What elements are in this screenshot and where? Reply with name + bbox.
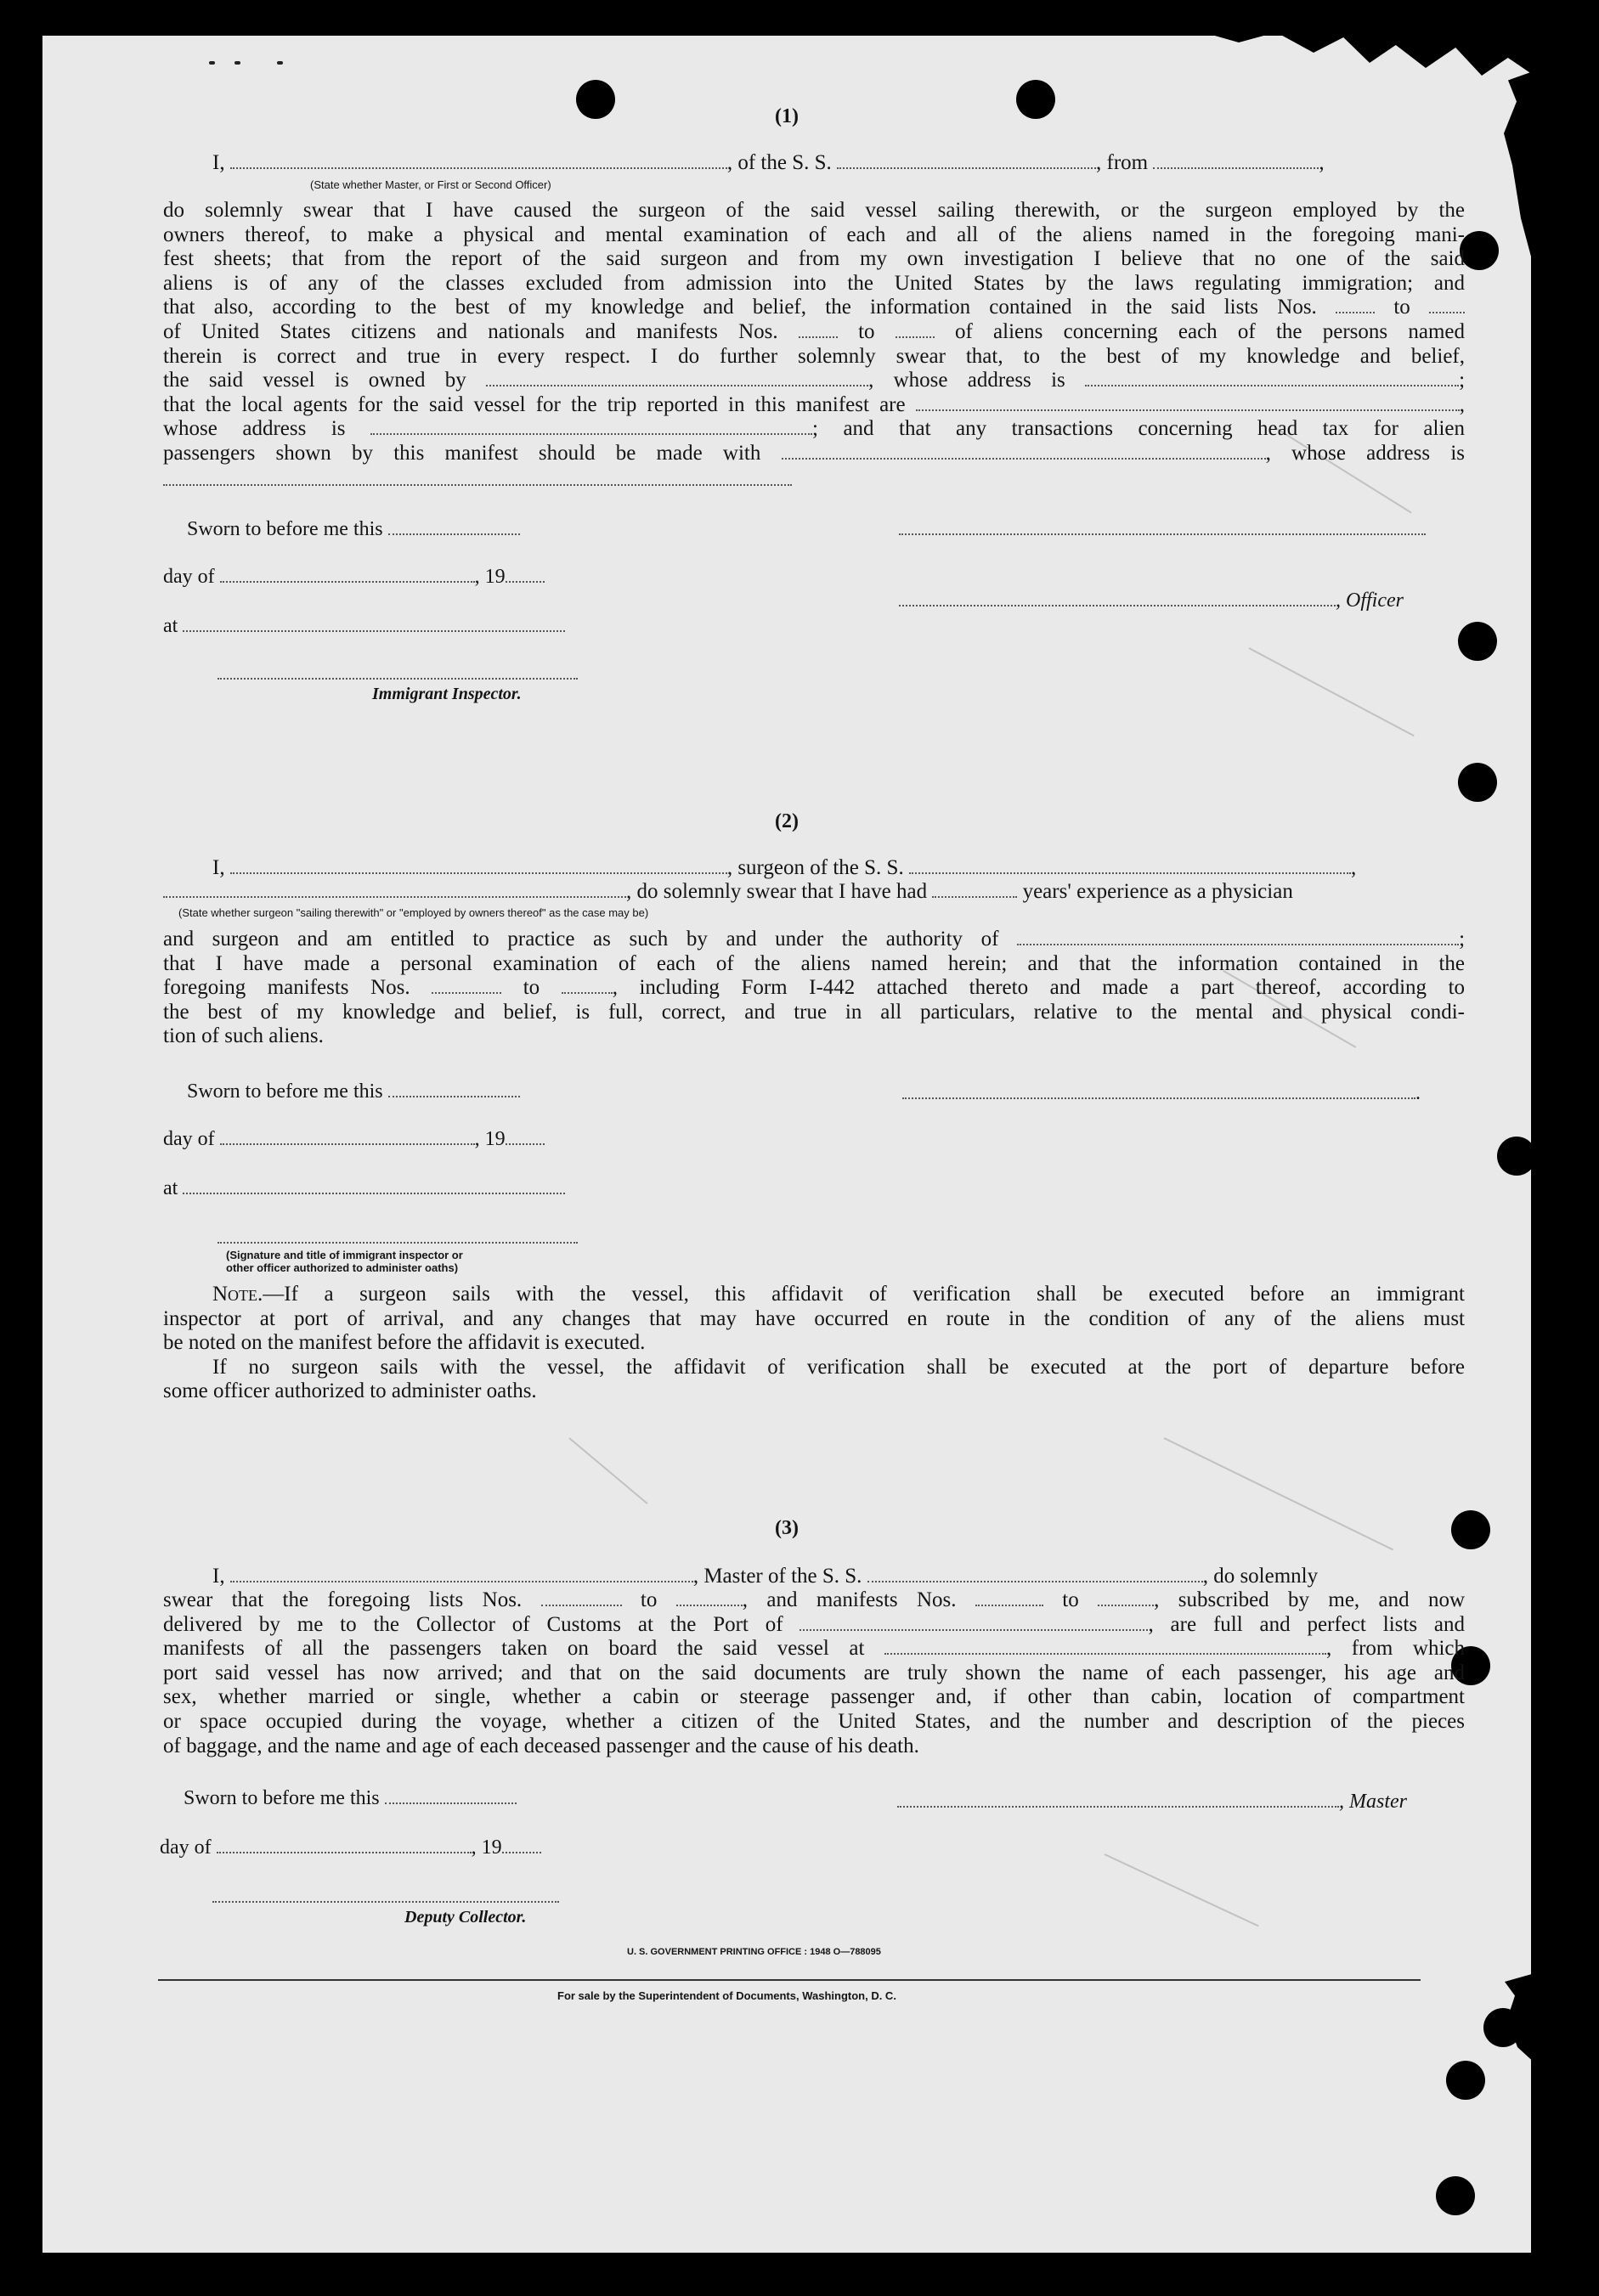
master-manifests-from-field[interactable] (975, 1593, 1043, 1606)
punch-hole-4 (1458, 622, 1497, 661)
officer-name-field[interactable] (230, 155, 727, 169)
section-3-number: (3) (775, 1517, 799, 1539)
lists-to-field[interactable] (1429, 300, 1465, 313)
owner-field[interactable] (486, 373, 868, 386)
owner-address-field[interactable] (1085, 373, 1459, 386)
master-ship-field[interactable] (867, 1569, 1203, 1582)
section-2-at: at (163, 1177, 565, 1200)
section-2-note: Note.—If a surgeon sails with the vessel, this affidavit of verification shall be executed before an immigrant inspector at port of arrival, and any changes that may have occurred en route in the condition of any of the aliens must be noted on the manifest before the affidavit is executed. If no surgeon sails with the vessel, the affidavit of verification shall be executed at the port of departure before some officer authorized to administer oaths. (163, 1283, 1465, 1403)
officer-signature-field[interactable] (899, 593, 1336, 606)
speck (277, 61, 283, 65)
punch-hole-7 (1451, 1510, 1490, 1549)
footer-rule (158, 1979, 1421, 1981)
punch-hole-2 (1016, 80, 1055, 119)
punch-hole-11 (1436, 2176, 1475, 2215)
signature-caption-2: other officer authorized to administer oaths) (226, 1261, 459, 1274)
section-3-sworn: Sworn to before me this (184, 1787, 517, 1810)
punch-hole-9 (1483, 2008, 1523, 2047)
master-signature-field[interactable] (897, 1794, 1339, 1808)
master-sworn-date-field[interactable] (385, 1791, 517, 1804)
surgeon-ship-field[interactable] (909, 860, 1351, 874)
punch-hole-6 (1497, 1137, 1531, 1176)
section-3-body: swear that the foregoing lists Nos. to , and manifests Nos. to , subscribed by me, and now delivered by me to the Collector of Customs at the Port of , are full and perfect lists and manifests of all the passengers taken on board the said vessel at , from which port said vessel has now arrived; and that on the said documents are truly shown the name of each passenger, his age and sex, whether married or single, whether a cabin or steerage passenger and, if other than cabin, location of compartment or space occupied during the voyage, whether a citizen of the United States, and the number and description of the pieces of baggage, and the name and age of each deceased passenger and the cause of his death. (163, 1588, 1466, 1757)
manifests-to-field[interactable] (896, 324, 935, 338)
officer-signature-line-1[interactable] (899, 533, 1426, 535)
manifest-verification-form (42, 36, 1531, 2253)
speck (234, 61, 240, 65)
surgeon-at-place-field[interactable] (183, 1181, 565, 1194)
surgeon-year-field[interactable] (506, 1131, 545, 1145)
inspector-oath-signature-line[interactable] (218, 1242, 578, 1244)
master-year-field[interactable] (502, 1840, 541, 1853)
surgeon-type-note: (State whether surgeon "sailing therewith" or "employed by owners thereof" as the case may be) (178, 906, 649, 919)
head-tax-address-line[interactable] (163, 484, 792, 486)
bleed-streak (1164, 1437, 1394, 1550)
printing-office-imprint: U. S. GOVERNMENT PRINTING OFFICE : 1948 O—788095 (627, 1947, 881, 1957)
punch-hole-3 (1460, 231, 1499, 270)
deputy-collector-signature-line[interactable] (212, 1901, 559, 1903)
section-2-sworn: Sworn to before me this (187, 1080, 520, 1103)
year-field[interactable] (506, 569, 545, 583)
at-place-field[interactable] (183, 618, 565, 632)
torn-corner (1164, 36, 1531, 78)
immigrant-inspector-caption: Immigrant Inspector. (372, 685, 522, 703)
years-experience-field[interactable] (932, 884, 1017, 898)
master-day-of-field[interactable] (217, 1840, 472, 1853)
surgeon-signature-field[interactable] (902, 1086, 1415, 1099)
section-1-number: (1) (775, 105, 799, 127)
section-2-number: (2) (775, 810, 799, 832)
master-signature: , Master (897, 1791, 1407, 1814)
section-1-at: at (163, 615, 565, 638)
departure-port-field[interactable] (1153, 155, 1319, 169)
officer-rank-note: (State whether Master, or First or Second Officer) (310, 178, 551, 191)
surgeon-manifests-from-field[interactable] (432, 980, 501, 994)
punch-hole-1 (576, 80, 615, 119)
punch-hole-10 (1446, 2061, 1485, 2100)
surgeon-manifests-to-field[interactable] (562, 980, 613, 994)
day-of-field[interactable] (220, 569, 475, 583)
section-1-line-1: I, , of the S. S. , from , (212, 151, 1325, 174)
authority-field[interactable] (1017, 932, 1459, 945)
signature-caption-1: (Signature and title of immigrant inspector or (226, 1249, 463, 1261)
lists-from-field[interactable] (1336, 300, 1375, 313)
bleed-streak (568, 1437, 647, 1504)
sworn-date-field[interactable] (388, 522, 520, 535)
master-lists-to-field[interactable] (676, 1593, 743, 1606)
master-manifests-to-field[interactable] (1098, 1593, 1154, 1606)
manifests-from-field[interactable] (799, 324, 838, 338)
section-1-body: do solemnly swear that I have caused the surgeon of the said vessel sailing therewith, or the surgeon employed by the owners thereof, to make a physical and mental examination of each and all of the aliens named in the foregoing mani- fest sheets; that from the report of the said surgeon and from my own investigation I believe that no one of the said aliens is of any of the classes excluded from admission into the United States by the laws regulating immigration; and that also, according to the best of my knowledge and belief, the information contained in the said lists Nos. to of United States citizens and nationals and manifests Nos. to of aliens concerning each of the persons named therein is correct and true in every respect. I do further solemnly swear that, to the best of my knowledge and belief, the said vessel is owned by , whose address is ; that the local agents for the said vessel for the trip reported in this manifest are , whose address is ; and that any transactions concerning head tax for alien passengers shown by this manifest should be made with , whose address is (163, 199, 1466, 465)
bleed-streak (1105, 1853, 1259, 1926)
customs-port-field[interactable] (800, 1617, 1148, 1631)
surgeon-type-field[interactable] (163, 884, 626, 898)
surgeon-signature: . (902, 1082, 1421, 1105)
surgeon-day-of-field[interactable] (220, 1131, 475, 1145)
punch-hole-5 (1458, 763, 1497, 802)
surgeon-sworn-date-field[interactable] (388, 1084, 520, 1097)
master-name-field[interactable] (230, 1569, 693, 1582)
for-sale-notice: For sale by the Superintendent of Documents, Washington, D. C. (557, 1989, 896, 2002)
surgeon-name-field[interactable] (230, 860, 727, 874)
inspector-signature-line[interactable] (218, 678, 578, 680)
section-1-day-of: day of , 19 (163, 566, 545, 589)
section-3-line-1: I, , Master of the S. S. , do solemnly (212, 1565, 1319, 1588)
section-2-line-1: I, , surgeon of the S. S. , (212, 856, 1357, 879)
section-2-day-of: day of , 19 (163, 1128, 545, 1151)
agents-address-field[interactable] (370, 421, 812, 435)
section-1-sworn: Sworn to before me this (187, 518, 520, 541)
deputy-collector-caption: Deputy Collector. (404, 1908, 527, 1926)
boarding-port-field[interactable] (884, 1641, 1326, 1655)
speck (209, 61, 215, 65)
section-3-day-of: day of , 19 (160, 1836, 541, 1859)
ship-name-field[interactable] (837, 155, 1096, 169)
section-2-body: and surgeon and am entitled to practice as such by and under the authority of ; that I have made a personal examination of each of the aliens named herein; and that the information contained in the foregoing manifests Nos. to , including Form I-442 attached thereto and made a part thereof, according to the best of my knowledge and belief, is full, correct, and true in all particulars, relative to the mental and physical condi- tion of such aliens. (163, 928, 1466, 1048)
master-lists-from-field[interactable] (541, 1593, 622, 1606)
section-2-line-2: , do solemnly swear that I have had years' experience as a physician (163, 880, 1293, 904)
local-agents-field[interactable] (916, 398, 1460, 411)
officer-signature: , Officer (899, 590, 1404, 612)
bleed-streak (1249, 647, 1415, 736)
head-tax-contact-field[interactable] (782, 446, 1266, 460)
